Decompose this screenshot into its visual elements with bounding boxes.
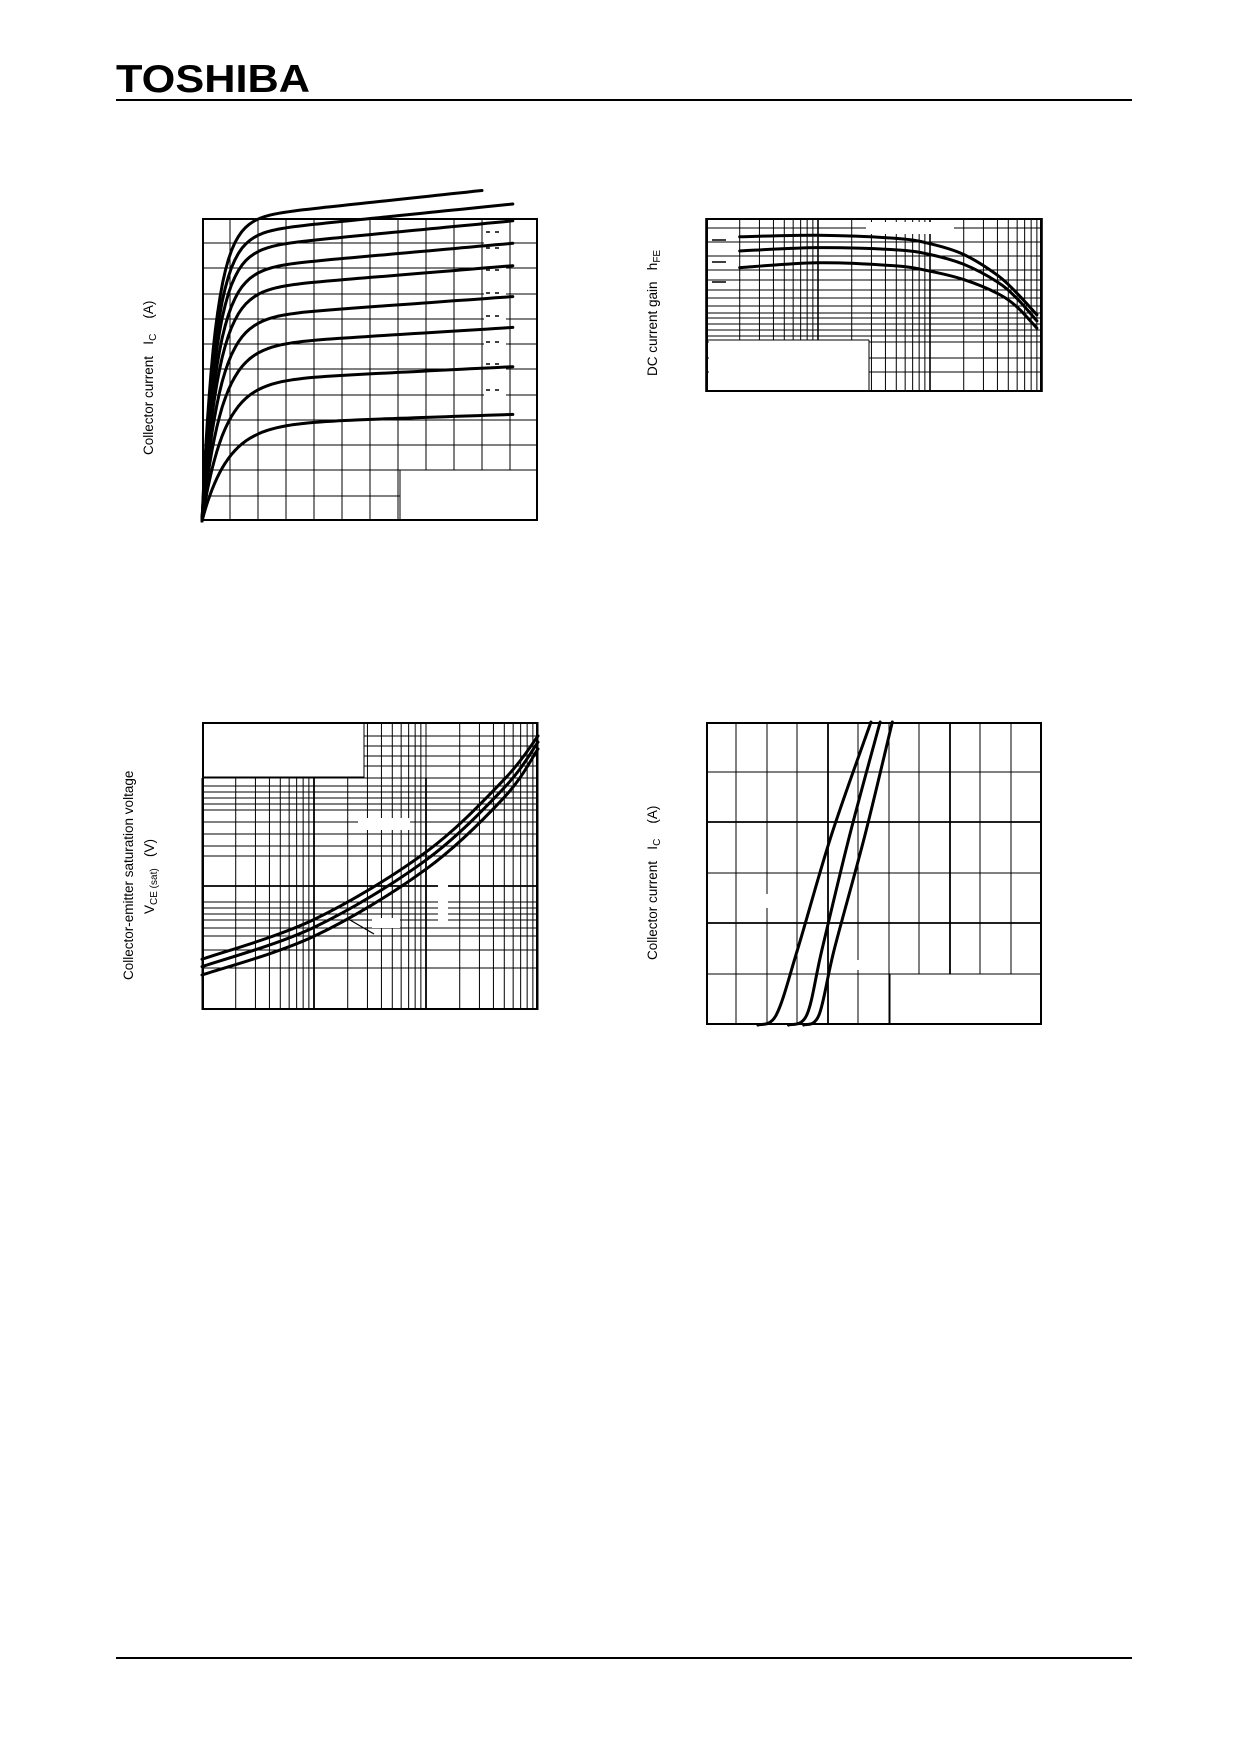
label-blank xyxy=(358,818,410,830)
chart-vcesat-ic xyxy=(202,722,538,1010)
chart2-y-axis-label: DC current gain $h_{FE}$ xyxy=(645,249,663,376)
label-blank xyxy=(205,725,363,777)
curve-c xyxy=(202,749,538,975)
label-blank xyxy=(762,894,796,908)
chart-ic-vbe xyxy=(706,722,1042,1025)
footer-rule xyxy=(116,1657,1132,1659)
label-blank xyxy=(400,470,536,519)
header-rule xyxy=(116,99,1132,101)
chart4-y-axis-label: Collector current $I_C$ (A) xyxy=(645,805,663,960)
label-blank xyxy=(866,222,954,234)
chart1-y-axis-label: Collector current $I_C$ (A) xyxy=(141,300,159,455)
chart-ic-vce xyxy=(202,218,538,521)
toshiba-logo xyxy=(116,58,316,103)
annotation-leader xyxy=(350,920,374,934)
brand-text: TOSHIBA xyxy=(116,58,310,98)
chart-hfe-ic xyxy=(706,218,1042,392)
label-blank xyxy=(438,876,448,924)
chart3-y-axis-label-line1: Collector-emitter saturation voltage xyxy=(121,770,136,980)
label-blank xyxy=(709,340,869,390)
chart3-y-axis-label-line2: $V_{CE (sat)}$ (V) xyxy=(142,839,160,914)
label-blank xyxy=(890,974,1040,1023)
label-blank xyxy=(856,960,886,970)
label-blank xyxy=(372,918,400,928)
